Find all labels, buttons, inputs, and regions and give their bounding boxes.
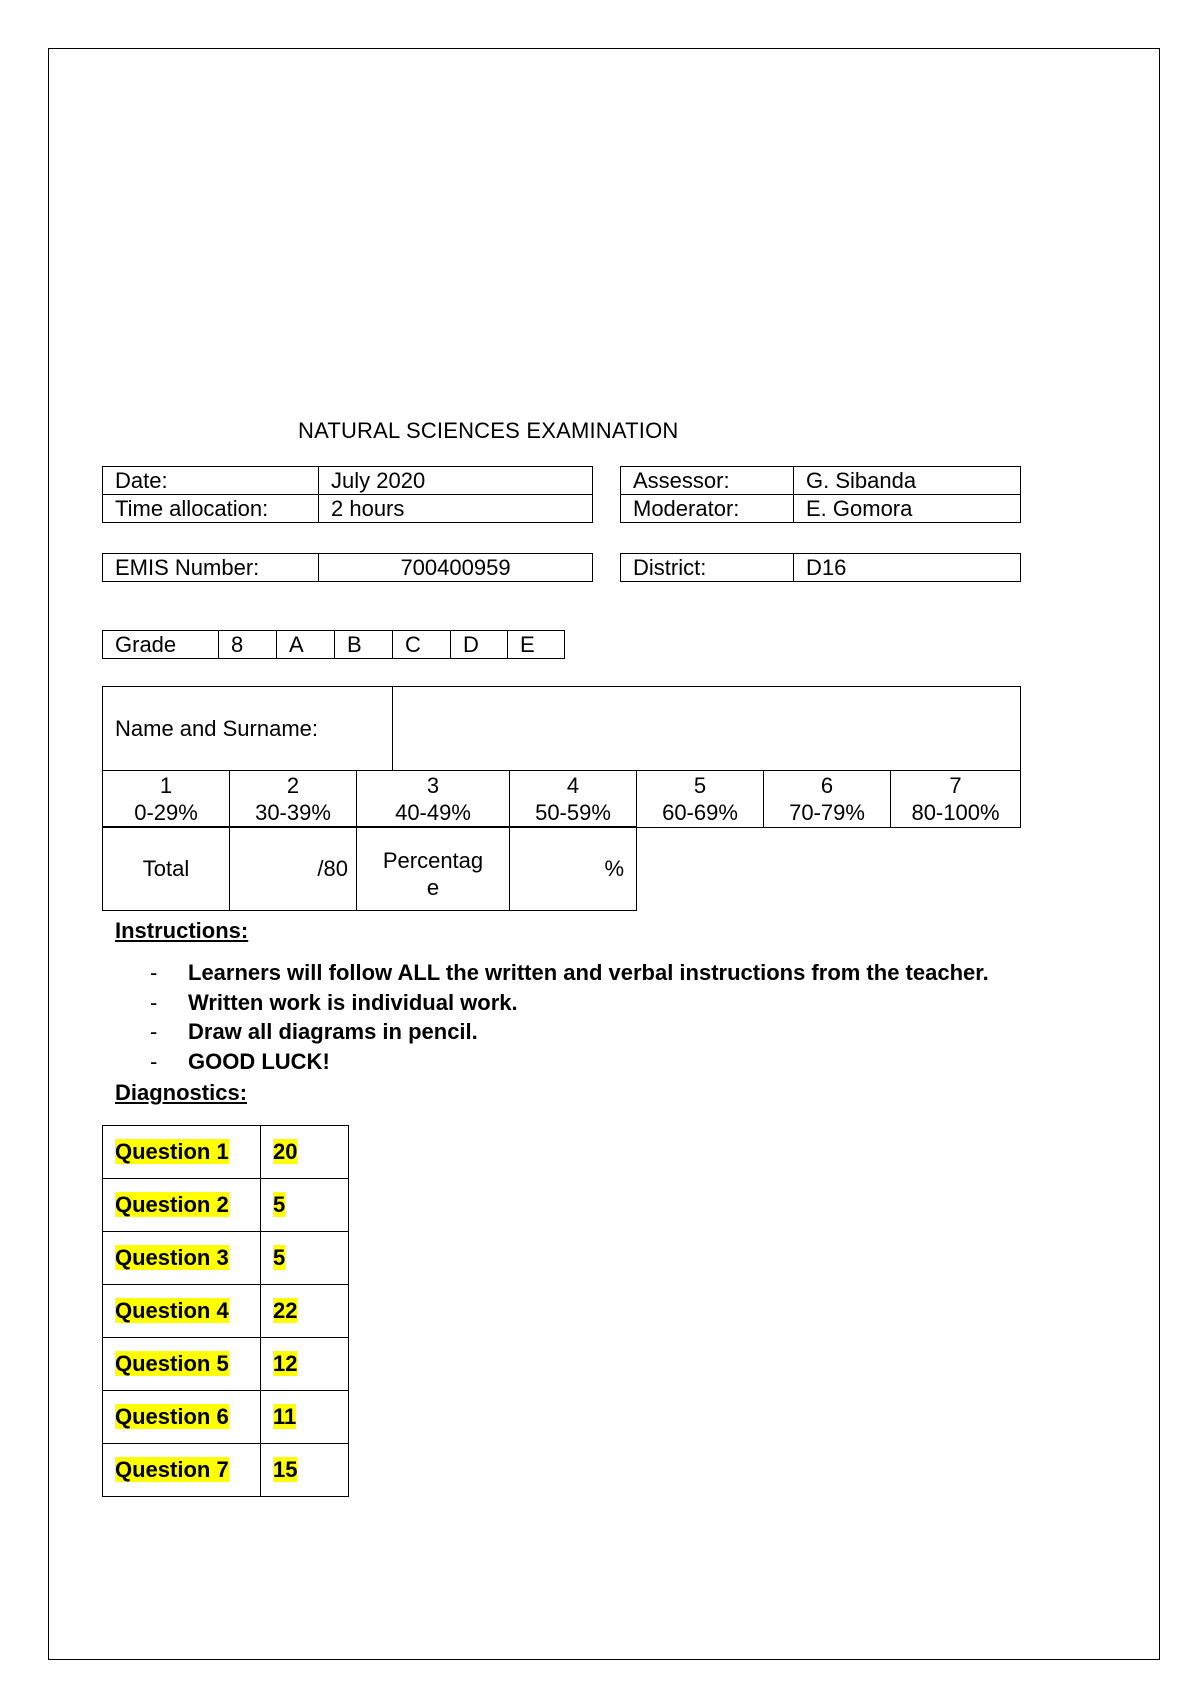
question-label: Question 7 [115, 1457, 229, 1482]
level-number: 2 [286, 773, 300, 798]
marks-value: 22 [273, 1298, 298, 1323]
level-cell [103, 771, 230, 828]
grade-cell: C [393, 631, 451, 659]
diagnostic-question [103, 1179, 261, 1232]
assessor-row [621, 467, 1021, 495]
grade-cell: 8 [219, 631, 277, 659]
exam-title: NATURAL SCIENCES EXAMINATION [298, 418, 679, 443]
diagnostic-row [103, 1126, 349, 1179]
level-range: 0-29% [134, 800, 198, 825]
diagnostic-row [103, 1179, 349, 1232]
marks-value: 11 [273, 1404, 297, 1429]
instruction-item: - GOOD LUCK! [150, 1047, 989, 1077]
assessor-value: G. Sibanda [794, 467, 1021, 495]
level-number: 4 [566, 773, 580, 798]
instructions-heading: Instructions: [115, 918, 249, 943]
date-label: Date: [103, 467, 319, 495]
level-number: 5 [693, 773, 707, 798]
instructions-list [150, 958, 989, 1076]
moderator-value: E. Gomora [794, 495, 1021, 523]
level-range: 60-69% [662, 800, 738, 825]
grade-table [102, 630, 565, 659]
time-label: Time allocation: [103, 495, 319, 523]
emis-value: 700400959 [319, 554, 593, 582]
level-number: 6 [820, 773, 834, 798]
level-range: 70-79% [789, 800, 865, 825]
level-cell [764, 771, 891, 828]
instruction-item: - Written work is individual work. [150, 988, 989, 1018]
grade-label: Grade [103, 631, 219, 659]
level-range: 50-59% [535, 800, 611, 825]
diagnostic-marks [261, 1232, 349, 1285]
percentage-label-line2: e [426, 874, 440, 900]
percentage-value: % [510, 827, 637, 911]
level-number: 3 [426, 773, 440, 798]
diagnostic-question [103, 1285, 261, 1338]
question-label: Question 3 [115, 1245, 229, 1270]
instruction-item: - Draw all diagrams in pencil. [150, 1017, 989, 1047]
district-table [620, 553, 1021, 582]
level-cell [510, 771, 637, 828]
percentage-label-line1: Percentag [382, 847, 484, 873]
district-label: District: [621, 554, 794, 582]
grade-cell: D [451, 631, 508, 659]
grade-cell: E [508, 631, 565, 659]
question-label: Question 1 [115, 1139, 229, 1164]
moderator-row [621, 495, 1021, 523]
percentage-label [357, 827, 510, 911]
level-number: 1 [159, 773, 173, 798]
total-row [103, 827, 637, 911]
emis-row [103, 554, 593, 582]
name-row [103, 687, 1021, 771]
level-cell [891, 771, 1021, 828]
diagnostic-marks [261, 1444, 349, 1497]
marks-value: 20 [273, 1139, 298, 1164]
level-cell [230, 771, 357, 828]
diagnostic-question [103, 1444, 261, 1497]
diagnostics-table [102, 1125, 349, 1497]
assessor-label: Assessor: [621, 467, 794, 495]
diagnostic-row [103, 1285, 349, 1338]
levels-table [102, 770, 1021, 828]
diagnostic-question [103, 1338, 261, 1391]
diagnostic-row [103, 1391, 349, 1444]
emis-table [102, 553, 593, 582]
question-label: Question 4 [115, 1298, 229, 1323]
moderator-label: Moderator: [621, 495, 794, 523]
diagnostic-row [103, 1232, 349, 1285]
name-label: Name and Surname: [103, 687, 393, 771]
diagnostic-question [103, 1126, 261, 1179]
diagnostics-heading: Diagnostics: [115, 1080, 248, 1105]
grade-cell: A [277, 631, 335, 659]
levels-row [103, 771, 1021, 828]
diagnostic-row [103, 1338, 349, 1391]
level-number: 7 [949, 773, 962, 798]
name-field[interactable] [393, 687, 1021, 771]
level-range: 80-100% [911, 800, 1000, 825]
diagnostic-question [103, 1391, 261, 1444]
date-value: July 2020 [319, 467, 593, 495]
question-label: Question 2 [115, 1192, 229, 1217]
diagnostic-marks [261, 1179, 349, 1232]
total-table [102, 826, 637, 911]
name-table [102, 686, 1021, 771]
diagnostic-marks [261, 1338, 349, 1391]
marks-value: 5 [273, 1192, 286, 1217]
instruction-item: - Learners will follow ALL the written and verbal instructions from the teacher. [150, 958, 989, 988]
level-cell [357, 771, 510, 828]
total-value: /80 [230, 827, 357, 911]
diagnostic-marks [261, 1126, 349, 1179]
grade-cell: B [335, 631, 393, 659]
marks-value: 15 [273, 1457, 298, 1482]
time-row [103, 495, 593, 523]
diagnostic-marks [261, 1285, 349, 1338]
marks-value: 12 [273, 1351, 298, 1376]
emis-label: EMIS Number: [103, 554, 319, 582]
assessor-table [620, 466, 1021, 523]
level-range: 40-49% [395, 800, 471, 825]
diagnostic-question [103, 1232, 261, 1285]
date-row [103, 467, 593, 495]
grade-row [103, 631, 565, 659]
district-value: D16 [794, 554, 1021, 582]
time-value: 2 hours [319, 495, 593, 523]
diagnostic-marks [261, 1391, 349, 1444]
marks-value: 5 [273, 1245, 286, 1270]
date-time-table [102, 466, 593, 523]
question-label: Question 6 [115, 1404, 229, 1429]
question-label: Question 5 [115, 1351, 229, 1376]
district-row [621, 554, 1021, 582]
total-label: Total [103, 827, 230, 911]
level-range: 30-39% [255, 800, 331, 825]
level-cell [637, 771, 764, 828]
diagnostic-row [103, 1444, 349, 1497]
